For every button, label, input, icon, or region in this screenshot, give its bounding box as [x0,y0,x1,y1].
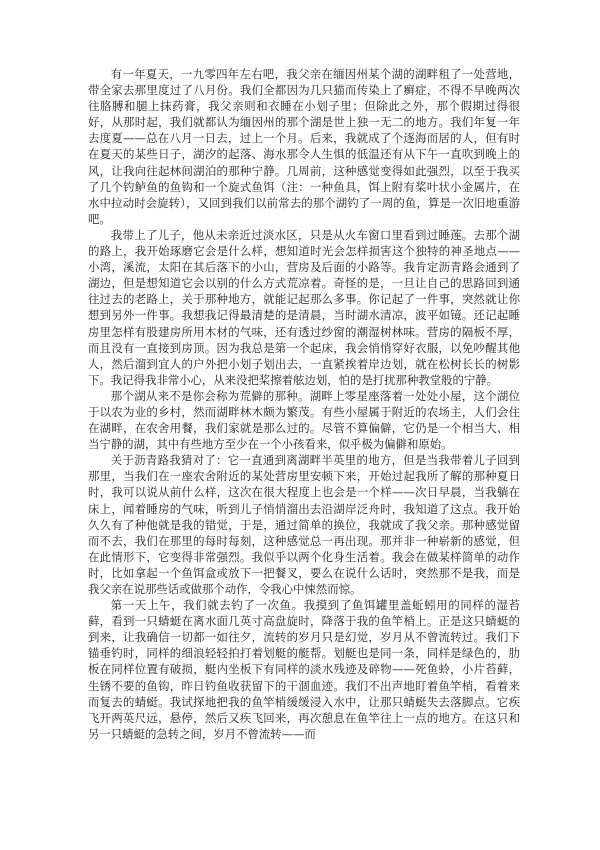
paragraph-5: 第一天上午，我们就去钓了一次鱼。我摸到了鱼饵罐里盖蚯蚓用的同样的湿苔藓，看到一只蜻蜓在离水面几英寸高盘旋时，降落于我的鱼竿梢上。正是这只蜻蜓的到来，让我确信一切都一如往夕，流转的岁月只是幻觉，岁月从不曾流转过。我们下锚垂钓时，同样的细浪轻轻拍打着划艇的艇帮。划艇也是同一条，同样是绿色的，肋板在同样位置有破损，艇内坐板下有同样的淡水残迹及碎物——死鱼蛉，小片苔藓，生锈不要的鱼钩，昨日钓鱼收获留下的干涸血迹。我们不出声地盯着鱼竿梢，看着来而复去的蜻蜓。我试探地把我的鱼竿梢缓缓浸入水中，让那只蜻蜓失去落脚点。它疾飞开两英尺远，悬停，然后又疾飞回来，再次憩息在鱼竿往上一点的地方。在这只和另一只蜻蜓的急转之间，岁月不曾流转——而 [88,598,520,741]
paragraph-2: 我带上了儿子，他从未亲近过淡水区，只是从火车窗口里看到过睡莲。去那个湖的路上，我开始琢磨它会是什么样，想知道时光会怎样损害这个独特的神圣地点——小湾，溪流，太阳在其后落下的小山，营房及后面的小路等。我肯定沥青路会通到了湖边，但是想知道它会以别的什么方式荒凉着。奇怪的是，一旦让自己的思路回到通往过去的老路上，关于那种地方，就能记起那么多事。你记起了一件事，突然就让你想到另外一件事。我想我记得最清楚的是清晨，当时湖水清凉，波平如镜。还记起睡房里怎样有股建房所用木材的气味，还有透过纱窗的潮湿树林味。营房的隔板不厚，而且没有一直接到房顶。因为我总是第一个起床，我会悄悄穿好衣服，以免吵醒其他人，然后溜到宜人的户外把小划子划出去，一直紧挨着岸边划，就在松树长长的树影下。我记得我非常小心，从来没把桨擦着舷边划，怕的是打扰那种教堂般的宁静。 [88,227,520,387]
paragraph-4: 关于沥青路我猜对了：它一直通到离湖畔半英里的地方，但是当我带着儿子回到那里，当我们在一座农舍附近的某处营房里安顿下来，开始过起我所了解的那种夏日时，我可以说从前什么样，这次在很大程度上也会是一个样——次日早晨，当我躺在床上，闻着睡房的气味，听到儿子悄悄溜出去沿湖岸泛舟时，我知道了这点。我开始久久有了种他就是我的错觉，于是，通过简单的换位，我就成了我父亲。那种感觉留而不去，我们在那里的每时每刻，这种感觉总一再出现。那并非一种崭新的感觉，但在此情形下，它变得非常强烈。我似乎以两个化身生活着。我会在做某样简单的动作时，比如拿起一个鱼饵盒或放下一把餐叉，要么在说什么话时，突然那不是我，而是我父亲在说那些话或做那个动作，令我心中悚然而惊。 [88,453,520,596]
document-page [88,66,520,846]
paragraph-1: 有一年夏天，一九零四年左右吧，我父亲在缅因州某个湖的湖畔租了一处营地，带全家去那里度过了八月份。我们全都因为几只猫而传染上了癣症，不得不早晚两次往胳膊和腿上抹药膏，我父亲则和衣睡在小划子里；但除此之外，那个假期过得很好，从那时起，我们就都认为缅因州的那个湖是世上独一无二的地方。我们年复一年去度夏——总在八月一日去，过上一个月。后来，我就成了个逐海而居的人，但有时在夏天的某些日子，湖汐的起落、海水那令人生惧的低温还有从下午一直吹到晚上的风，让我向往起林间湖泊的那种宁静。几周前，这种感觉变得如此强烈，以至于我买了几个钓鲈鱼的鱼钩和一个旋式鱼饵（注：一种鱼具，饵上附有桨叶状小金属片，在水中拉动时会旋转），又回到我们以前常去的那个湖钓了一周的鱼，算是一次旧地重游吧。 [88,67,520,226]
paragraph-3: 那个湖从来不是你会称为荒僻的那种。湖畔上零星座落着一处处小屋，这个湖位于以农为业的乡村，然而湖畔林木颇为繁茂。有些小屋属于附近的农场主，人们会住在湖畔，在农舍用餐，我们家就是那么过的。尽管不算偏僻，它仍是一个相当大、相当宁静的湖，其中有些地方至少在一个小孩看来，似乎极为偏僻和原始。 [88,388,520,452]
